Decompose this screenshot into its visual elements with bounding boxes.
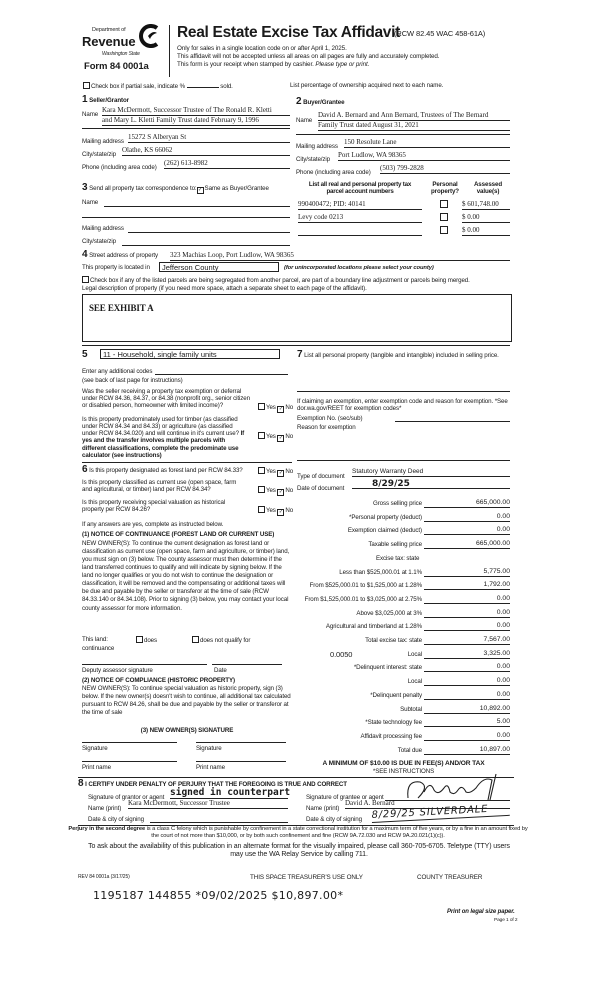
signature-label: Signature: [82, 745, 108, 752]
section-title: Seller/Grantor: [89, 97, 129, 104]
located-label: This property is located in: [82, 264, 150, 271]
tax-row-leader: [424, 740, 444, 741]
tax-row-label: Above $3,025,000 at 3%: [356, 610, 422, 617]
perjury-note: [68, 826, 528, 839]
grantor-name-label: Name (print): [88, 805, 122, 812]
tax-row-value[interactable]: 7,567.00: [444, 635, 510, 645]
grantor-signature-field[interactable]: signed in counterpart: [170, 787, 291, 798]
deputy-label: Deputy assessor signature: [82, 667, 153, 674]
tax-row-leader: [424, 507, 444, 508]
does-label: does: [144, 637, 158, 644]
revenue-logo-text: Revenue: [82, 34, 136, 49]
signature-label-2: Signature: [196, 745, 222, 752]
local-tax-rate: 0.0050: [330, 650, 353, 659]
section-number: 4: [82, 249, 88, 260]
intro-line: Only for sales in a single location code on or after April 1, 2025.: [177, 45, 347, 52]
tax-row-value[interactable]: 5.00: [444, 717, 510, 727]
grantee-signature-image: [400, 772, 510, 802]
s3-city-label: City/state/zip: [82, 238, 117, 245]
s3-name-field[interactable]: [104, 206, 290, 207]
s3-city-field[interactable]: [122, 245, 290, 246]
section-number: 5: [82, 349, 88, 360]
section7-label: List all personal property (tangible and intangible) included in selling price.: [304, 352, 499, 359]
tax-row-label: Agricultural and timberland at 1.28%: [325, 623, 422, 630]
tax-row-leader: [424, 671, 444, 672]
additional-codes-field[interactable]: [155, 374, 288, 375]
doc-date-label: Date of document: [297, 485, 345, 492]
see-back-note: (see back of last page for instructions): [82, 377, 183, 384]
section-number: 1: [82, 94, 88, 105]
intro-text: This form is your receipt when stamped by cashier.: [177, 61, 314, 68]
page-number: Page 1 of 2: [494, 918, 518, 923]
tax-row-leader: [424, 589, 444, 590]
tax-row-value[interactable]: 0.00: [444, 608, 510, 618]
seller-name-label: Name: [82, 111, 99, 118]
forest-question-text: Is this property designated as forest land per RCW 84.33?: [89, 467, 243, 474]
s6q3-no-checkbox[interactable]: ✓: [278, 509, 283, 515]
tax-row-leader: [424, 685, 444, 686]
partial-sale-label: Check box if partial sale, indicate %: [91, 83, 185, 90]
tax-row-leader: [424, 726, 444, 727]
no-label: No: [285, 507, 294, 514]
yes-label: Yes: [266, 468, 276, 475]
buyer-name-label: Name: [296, 117, 313, 124]
tax-row-leader: [424, 534, 444, 535]
q1-yes-checkbox[interactable]: [258, 403, 265, 410]
owner-signature-field-2[interactable]: [196, 742, 286, 743]
date-label: Date: [214, 667, 227, 674]
s6q3-yes-checkbox[interactable]: [258, 506, 265, 513]
s6q2-no-checkbox[interactable]: ✓: [278, 489, 283, 495]
buyer-name-field-2[interactable]: Family Trust dated August 31, 2021: [318, 121, 510, 131]
yes-label: Yes: [266, 433, 276, 440]
notice1-body: NEW OWNER(S): To continue the current designation as forest land or classification as current use (open space, farm and agriculture, or timber) land, you must sign on (3) below. The county assessor must then determine if the land transferred continues to qualify and will indicate by signing below. If the land no longer qualifies or you do not wish to continue the designation or classification, it will be removed and the compensating or additional taxes will be due and payable by the seller or transferor at the time of sale (RCW 84.33.140 or 84.34.108). Prior to signing (3) below, you may contact your local county assessor for more information.: [82, 540, 290, 612]
parcel-header-1: List all real and personal property tax: [308, 181, 412, 188]
section-number: 3: [82, 182, 88, 193]
tax-row-value[interactable]: 0.00: [444, 676, 510, 686]
legal-description-text: SEE EXHIBIT A: [89, 303, 154, 313]
q2-yes-checkbox[interactable]: [258, 432, 265, 439]
tax-row-leader: [424, 699, 444, 700]
grantor-name-field[interactable]: Kara McDermott, Successor Trustee: [128, 799, 288, 809]
doc-type-label: Type of document: [297, 473, 345, 480]
accessibility-note: To ask about the availability of this publication in an alternate format for the visually impaired, please call 360-705-6705. Teletype (TTY) users may use the WA Relay Service by calling 711.: [88, 843, 510, 859]
s3-name-field-2[interactable]: [82, 217, 290, 218]
county-note: (for unincorporated locations please select your county): [284, 265, 434, 271]
exemption-no-label: Exemption No. (sec/sub): [297, 415, 363, 422]
tax-row-leader: [424, 630, 444, 631]
does-not-option: [192, 636, 250, 644]
personal-property-field[interactable]: [297, 391, 510, 392]
minimum-notice: A MINIMUM OF $10.00 IS DUE IN FEE(S) AND/OR TAX: [322, 760, 485, 767]
s3-name-label: Name: [82, 199, 99, 206]
see-instructions: *SEE INSTRUCTIONS: [372, 768, 435, 775]
parcel-number-field[interactable]: [298, 226, 422, 236]
tax-row-label: *Delinquent penalty: [370, 692, 422, 699]
perjury-bold: Perjury in the second degree: [68, 826, 146, 832]
timber-question: [82, 416, 247, 459]
buyer-city-field[interactable]: Port Ludlow, WA 98365: [338, 151, 510, 161]
tax-row-value[interactable]: 5,775.00: [444, 567, 510, 577]
buyer-phone-field[interactable]: (503) 799-2828: [380, 164, 510, 174]
tax-row-value[interactable]: 0.00: [444, 690, 510, 700]
tax-row-label: Gross selling price: [373, 500, 422, 507]
tax-row-label: Less than $525,000.01 at 1.1%: [339, 569, 422, 576]
timber-question-bold: If yes and the transfer involves multiple parcels with different classifications, complete the predominate use calculator (see instructions): [82, 430, 245, 459]
exemption-question: Was the seller receiving a property tax exemption or deferral under RCW 84.36, 84.37, or 84.38 (nonprofit org., senior citizen or disabled person, homeowner with limited income)?: [82, 388, 250, 410]
partial-sale-row: [83, 82, 233, 90]
tax-row-label: Total due: [397, 747, 422, 754]
same-as-buyer-label: Same as Buyer/Grantee: [204, 185, 269, 192]
tax-row-label: Total excise tax: state: [365, 637, 422, 644]
seller-name-line: [82, 128, 290, 129]
tax-row-leader: [424, 617, 444, 618]
s6q2-yes-no: [258, 486, 293, 496]
print-name-label: Print name: [82, 764, 111, 771]
tax-row-leader: [424, 521, 444, 522]
legal-description-box[interactable]: [82, 294, 512, 342]
reason-label: Reason for exemption: [297, 424, 356, 431]
tax-row-value[interactable]: 0.00: [444, 731, 510, 741]
tax-row-value[interactable]: 0.00: [444, 662, 510, 672]
street-label-row: [82, 249, 158, 261]
tax-row-leader: [424, 754, 444, 755]
county-treasurer-label: COUNTY TREASURER: [417, 874, 483, 881]
grantee-sig-label: Signature of grantee or agent: [306, 794, 384, 801]
grantee-name-field[interactable]: David A. Bernard: [345, 799, 510, 809]
tax-row-leader: [424, 644, 444, 645]
tax-row-value[interactable]: 0.00: [444, 525, 510, 535]
seller-heading: [82, 94, 129, 106]
state-label: Washington State: [102, 51, 140, 57]
personal-property-checkbox[interactable]: [440, 226, 448, 234]
seller-phone-label: Phone (including area code): [82, 164, 157, 171]
revision-label: REV 84 0001a (3/17/25): [78, 874, 130, 880]
notice1-heading: (1) NOTICE OF CONTINUANCE (FOREST LAND OR CURRENT USE): [82, 531, 275, 538]
s6q1-yes-checkbox[interactable]: [258, 467, 265, 474]
personal-header-1: Personal: [432, 181, 458, 188]
grantee-date-field[interactable]: 8/29/25 SILVERDALE: [371, 802, 510, 823]
segregated-checkbox[interactable]: [82, 276, 89, 283]
yes-label: Yes: [266, 507, 276, 514]
grantor-date-field[interactable]: [150, 822, 288, 823]
if-yes-note: If any answers are yes, complete as instructed below.: [82, 521, 224, 528]
tax-row-label: Local: [407, 651, 422, 658]
s6q2-yes-checkbox[interactable]: [258, 486, 265, 493]
tax-row-label: Excise tax: state: [376, 555, 420, 562]
grantor-date-label: Date & city of signing: [88, 816, 144, 823]
q1-yes-no: [258, 403, 293, 413]
does-not-checkbox[interactable]: [192, 636, 199, 643]
grantor-sig-label: Signature of grantor or agent: [88, 794, 165, 801]
s6q1-yes-no: [258, 467, 293, 477]
buyer-city-label: City/state/zip: [296, 156, 331, 163]
perjury-text: is a class C felony which is punishable by confinement in a state correctional institution for a maximum term of five years, or by a fine in an amount fixed by the court of not more than $10,000, or by both such confinement and fine (RCW 9A.72.030 and RCW 9A.20.021(1)(c)).: [146, 826, 528, 839]
parcel-header-2: parcel account numbers: [326, 188, 394, 196]
section3-label: Send all property tax correspondence to:: [89, 185, 197, 192]
page-title: Real Estate Excise Tax Affidavit: [177, 24, 400, 41]
segregated-label: Check box if any of the listed parcels are being segregated from another parcel, are part of a boundary line adjustment or parcels being merged.: [90, 277, 470, 284]
owner-print-name-field[interactable]: [82, 761, 177, 762]
intro-italic: Please type or print.: [315, 61, 370, 68]
tax-row-label: Local: [407, 678, 422, 685]
tax-row-value[interactable]: 665,000.00: [444, 539, 510, 549]
tax-row-label: *Delinquent interest: state: [353, 664, 422, 671]
q2-yes-no: [258, 432, 293, 442]
land-use-code-select[interactable]: 11 - Household, single family units: [100, 349, 280, 359]
tax-row-value[interactable]: 0.00: [444, 621, 510, 631]
tax-row-value[interactable]: 10,892.00: [444, 704, 510, 714]
dor-logo-icon: [138, 24, 160, 48]
yes-label: Yes: [266, 404, 276, 411]
seller-city-label: City/state/zip: [82, 151, 117, 158]
tax-row-value[interactable]: 10,897.00: [444, 745, 510, 755]
yes-label: Yes: [266, 487, 276, 494]
intro-line: This affidavit will not be accepted unless all areas on all pages are fully and accurately completed.: [177, 53, 440, 60]
does-checkbox[interactable]: [136, 636, 143, 643]
assessed-header: [466, 181, 510, 195]
tax-row-label: Taxable selling price: [368, 541, 422, 548]
tax-row-label: *State technology fee: [365, 719, 422, 726]
dept-label: Department of: [92, 27, 126, 33]
buyer-mail-field[interactable]: 150 Resolute Lane: [344, 138, 510, 148]
partial-percent-field[interactable]: [187, 87, 219, 88]
buyer-mail-label: Mailing address: [296, 143, 338, 150]
treasurer-use-label: THIS SPACE TREASURER'S USE ONLY: [250, 874, 363, 881]
s3-mail-label: Mailing address: [82, 225, 124, 232]
header-divider: [169, 25, 170, 77]
same-as-buyer-checkbox[interactable]: ✓: [198, 187, 203, 193]
seller-name-field-2[interactable]: and Mary L. Kletti Family Trust dated February 9, 1996: [102, 116, 290, 126]
tax-row-value[interactable]: 0.00: [444, 512, 510, 522]
partial-sale-checkbox[interactable]: [83, 82, 90, 89]
ownership-note: List percentage of ownership acquired next to each name.: [290, 82, 444, 89]
treasurer-receipt-stamp: 1195187 144855 *09/02/2025 $10,897.00*: [93, 889, 344, 902]
owner-signature-field[interactable]: [82, 742, 177, 743]
s6q3-yes-no: [258, 506, 293, 516]
seller-phone-field[interactable]: (262) 613-8982: [164, 159, 290, 169]
does-option: [136, 636, 157, 644]
personal-property-checkbox[interactable]: [440, 200, 448, 208]
notice2-heading: (2) NOTICE OF COMPLIANCE (HISTORIC PROPERTY): [82, 677, 235, 684]
tax-row-label: Exemption claimed (deduct): [347, 527, 422, 534]
notice2-body: NEW OWNER(S): To continue special valuation as historic property, sign (3) below. If the new owner(s) doesn't wish to continue, all additional tax calculated pursuant to RCW 84.26, shall be due and payable by the seller or transferor at the time of sale: [82, 685, 291, 717]
tax-row-label: From $525,000.01 to $1,525,000 at 1.28%: [309, 582, 422, 589]
seller-city-field[interactable]: Olathe, KS 66062: [122, 146, 290, 156]
assessed-value-field[interactable]: $ 0.00: [462, 213, 510, 223]
section3-heading: [82, 182, 269, 194]
doc-type-field[interactable]: Statutory Warranty Deed: [352, 467, 510, 477]
seller-name-field[interactable]: Kara McDermott, Successor Trustee of The Ronald R. Kletti: [102, 106, 290, 116]
parcel-number-field[interactable]: 990400472; PID: 40141: [298, 200, 422, 210]
deputy-signature-field[interactable]: [82, 664, 207, 665]
assessed-value-field[interactable]: $ 601,748.00: [462, 200, 510, 210]
q2-no-checkbox[interactable]: ✓: [278, 435, 283, 441]
tax-row-value[interactable]: 665,000.00: [444, 498, 510, 508]
buyer-name-line: [296, 134, 510, 135]
street-label: Street address of property: [89, 252, 159, 259]
print-name-label-2: Print name: [196, 764, 225, 771]
continuance-label: continuance: [82, 645, 115, 652]
no-label: No: [285, 404, 294, 411]
additional-codes-label: Enter any additional codes: [82, 368, 153, 375]
personal-header-2: property?: [431, 188, 459, 196]
sold-label: sold.: [220, 83, 233, 90]
section-number: 8: [78, 778, 84, 789]
rcw-reference: (RCW 82.45 WAC 458-61A): [394, 29, 486, 38]
owner-print-name-field-2[interactable]: [196, 761, 286, 762]
current-use-question: Is this property classified as current use (open space, farm and agricultural, or timber) land per RCW 84.34?: [82, 479, 237, 494]
exemption-no-field[interactable]: [395, 421, 510, 422]
doc-date-field[interactable]: 8/29/25: [352, 479, 510, 489]
this-land-label: This land:: [82, 636, 108, 643]
grantee-date-label: Date & city of signing: [306, 816, 362, 823]
section-title: Buyer/Grantee: [303, 99, 345, 106]
s6q1-no-checkbox[interactable]: ✓: [278, 470, 283, 476]
assessed-header-1: Assessed: [473, 181, 503, 188]
no-label: No: [285, 433, 294, 440]
deputy-date-field[interactable]: [212, 664, 282, 665]
tax-row-leader: [424, 576, 444, 577]
reason-field[interactable]: [297, 460, 510, 461]
section-number: 7: [297, 349, 303, 360]
personal-header: [430, 181, 460, 195]
parcel-number-field[interactable]: Levy code 0213: [298, 213, 422, 223]
tax-row-value[interactable]: 0.00: [444, 594, 510, 604]
assessed-value-field[interactable]: $ 0.00: [462, 226, 510, 236]
tax-row-value[interactable]: 3,325.00: [444, 649, 510, 659]
street-address-field[interactable]: 323 Machias Loop, Port Ludlow, WA 98365: [170, 251, 510, 261]
s3-mail-field[interactable]: [128, 232, 290, 233]
section-divider: [82, 462, 292, 463]
tax-row-leader: [424, 603, 444, 604]
seller-mail-label: Mailing address: [82, 138, 124, 145]
intro-line: [177, 61, 369, 68]
exemption-note: If claiming an exemption, enter exemption code and reason for exemption. *See dor.wa.gov/REET for exemption codes*: [297, 398, 508, 413]
buyer-heading: [296, 96, 344, 108]
no-label: No: [285, 487, 294, 494]
forest-question: [82, 464, 254, 476]
personal-property-checkbox[interactable]: [440, 213, 448, 221]
historic-question: Is this property receiving special valuation as historical property per RCW 84.26?: [82, 499, 226, 514]
q1-no-checkbox[interactable]: ✓: [278, 406, 283, 412]
segregated-row: [82, 276, 470, 284]
county-select[interactable]: Jefferson County: [159, 262, 279, 272]
no-label: No: [285, 468, 294, 475]
seller-mail-field[interactable]: 15272 S Alberyan St: [128, 133, 290, 143]
legal-paper-note: Print on legal size paper.: [447, 909, 515, 915]
form-number: Form 84 0001a: [84, 61, 149, 72]
does-not-label: does not qualify for: [200, 637, 251, 644]
section-divider: [82, 345, 510, 346]
legal-label: Legal description of property (if you need more space, attach a separate sheet to each page of the affidavit).: [82, 285, 367, 292]
parcel-header: [296, 181, 424, 195]
tax-row-label: Affidavit processing fee: [360, 733, 422, 740]
grantee-name-label: Name (print): [306, 805, 340, 812]
buyer-phone-label: Phone (including area code): [296, 169, 371, 176]
tax-row-leader: [424, 658, 444, 659]
tax-row-label: *Personal property (deduct): [349, 514, 422, 521]
section-number: 2: [296, 96, 302, 107]
certify-text: I CERTIFY UNDER PENALTY OF PERJURY THAT THE FOREGOING IS TRUE AND CORRECT: [85, 781, 347, 788]
timber-question-text: Is this property predominately used for timber (as classified under RCW 84.34 and 84.33) or agriculture (as classified under RCW 84.34.020) and will continue in it's current use?: [82, 416, 239, 438]
tax-row-value[interactable]: 1,792.00: [444, 580, 510, 590]
tax-row-label: Subtotal: [400, 706, 422, 713]
personal-property-label: [297, 349, 509, 361]
tax-row-label: From $1,525,000.01 to $3,025,000 at 2.75%: [304, 596, 422, 603]
buyer-name-field[interactable]: David A. Bernard and Ann Bernard, Trustees of The Bernard: [318, 111, 510, 121]
section-number: 6: [82, 464, 88, 475]
tax-row-leader: [424, 713, 444, 714]
assessed-header-2: value(s): [476, 188, 500, 196]
tax-row-leader: [424, 548, 444, 549]
notice3-heading: (3) NEW OWNER(S) SIGNATURE: [140, 727, 234, 734]
